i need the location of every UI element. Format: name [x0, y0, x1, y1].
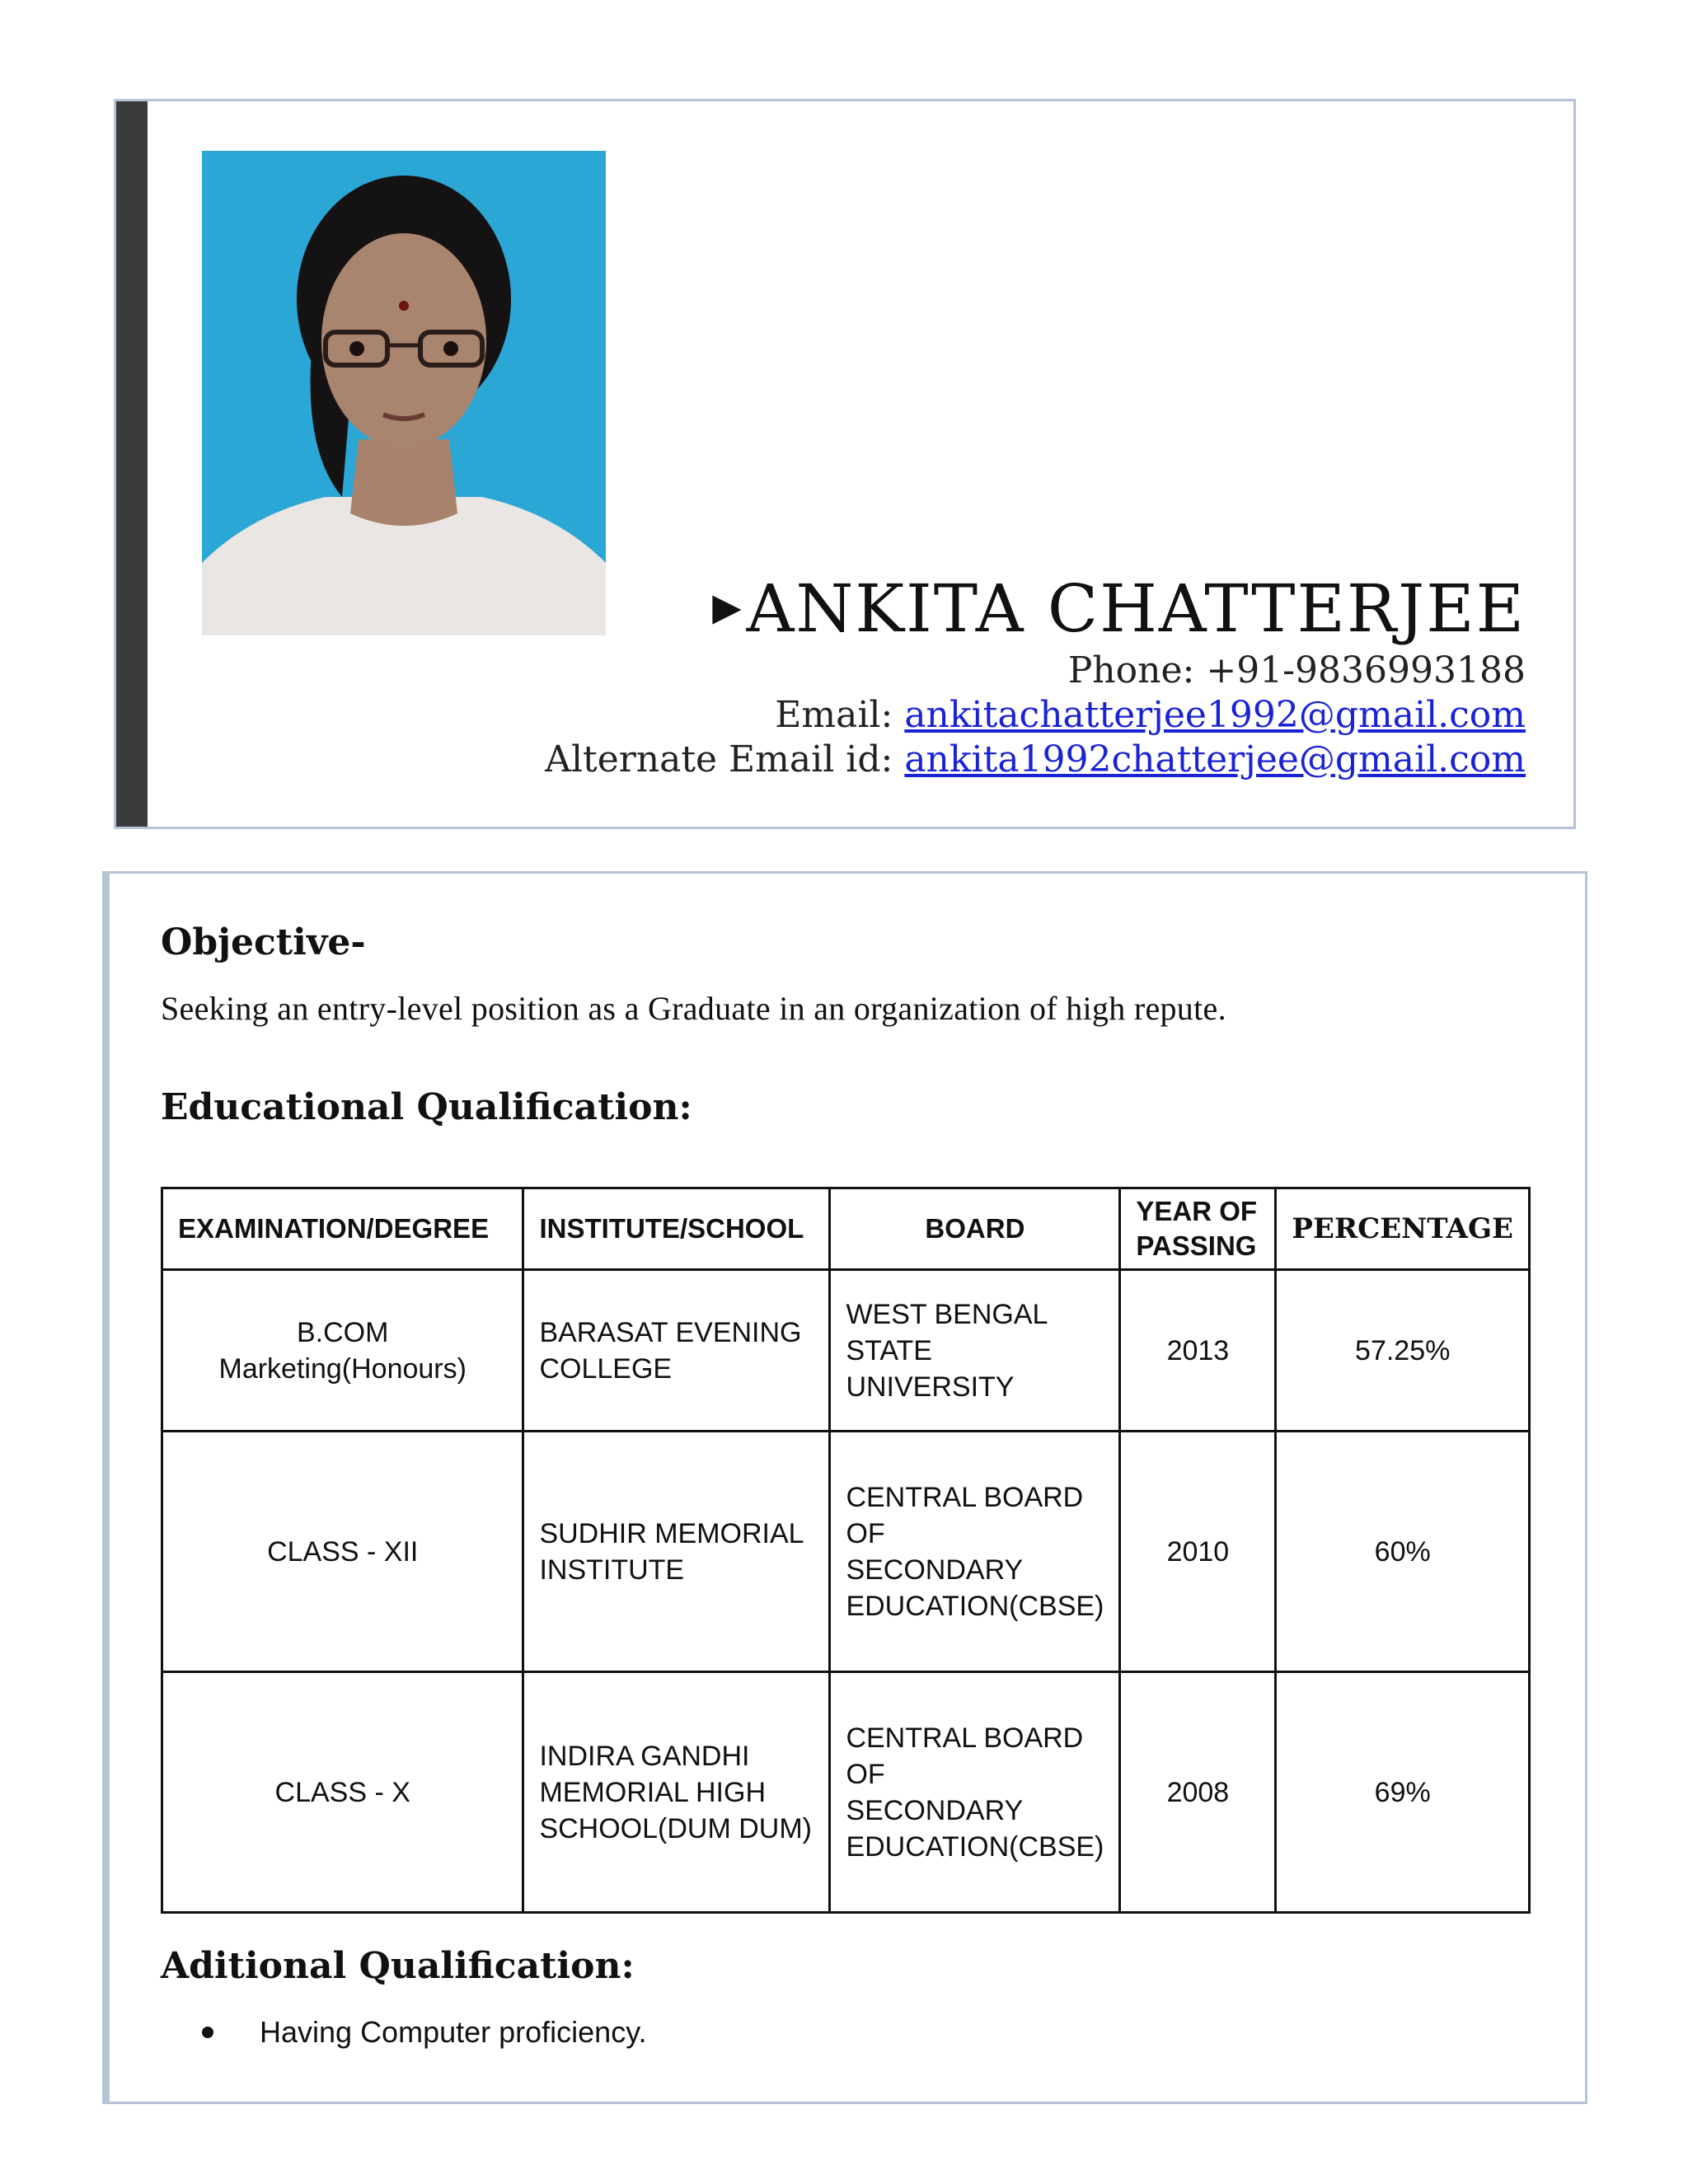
cell-line: INDIRA GANDHI — [539, 1740, 750, 1772]
alt-email-line — [454, 738, 1526, 782]
email-line — [454, 693, 1526, 738]
cell-line: CLASS - XII — [267, 1535, 419, 1568]
email-label: Email: — [775, 694, 893, 736]
education-table — [161, 1187, 1531, 1914]
cell-line: INSTITUTE — [539, 1554, 685, 1586]
table-header-row — [162, 1188, 1530, 1270]
body-card — [102, 871, 1587, 2104]
cell-line: BARASAT EVENING — [539, 1316, 802, 1348]
header-card — [114, 99, 1576, 829]
bullet-icon — [202, 2027, 213, 2038]
cell-line: B.COM — [297, 1316, 389, 1348]
institute-cell — [523, 1672, 830, 1913]
cell-line: CLASS - X — [274, 1776, 410, 1808]
board-cell — [830, 1432, 1120, 1672]
cell-line: Marketing(Honours) — [218, 1352, 467, 1385]
institute-cell — [523, 1432, 830, 1672]
cell-line: SCHOOL(DUM DUM) — [539, 1812, 812, 1844]
column-header — [1120, 1188, 1276, 1270]
additional-heading: Aditional Qualification: — [161, 1945, 635, 1987]
cell-line: EDUCATION(CBSE) — [846, 1830, 1104, 1863]
year-header-text: YEAR OF PASSING — [1136, 1196, 1258, 1261]
column-header: PERCENTAGE — [1276, 1188, 1530, 1270]
cell-line: SECONDARY — [846, 1554, 1024, 1586]
cell-line: STATE UNIVERSITY — [846, 1334, 1015, 1403]
additional-list — [202, 2015, 647, 2050]
objective-heading: Objective- — [161, 921, 366, 963]
board-cell — [830, 1672, 1120, 1913]
cell-line: CENTRAL BOARD OF — [846, 1481, 1084, 1549]
board-cell — [830, 1270, 1120, 1432]
cell-line: MEMORIAL HIGH — [539, 1776, 766, 1808]
table-row — [162, 1672, 1530, 1913]
cell-line: CENTRAL BOARD OF — [846, 1722, 1084, 1790]
cell-line: COLLEGE — [539, 1352, 673, 1385]
profile-photo — [202, 151, 606, 635]
list-item-text: Having Computer proficiency. — [260, 2015, 647, 2049]
triangle-right-icon: ▶ — [712, 584, 743, 629]
phone-number: +91-9836993188 — [1206, 649, 1526, 691]
alt-email-label: Alternate Email id: — [545, 738, 893, 780]
phone-line — [454, 649, 1526, 693]
column-header: BOARD — [830, 1188, 1120, 1270]
education-heading: Educational Qualification: — [161, 1086, 692, 1128]
header-accent-bar — [116, 101, 148, 827]
percentage-cell: 69% — [1276, 1672, 1530, 1913]
year-cell: 2008 — [1120, 1672, 1276, 1913]
contact-block — [454, 567, 1526, 782]
table-row — [162, 1270, 1530, 1432]
degree-cell — [162, 1672, 523, 1913]
cell-line: SECONDARY — [846, 1794, 1024, 1826]
table-row — [162, 1432, 1530, 1672]
column-header: EXAMINATION/DEGREE — [162, 1188, 523, 1270]
list-item — [202, 2015, 647, 2050]
phone-label: Phone: — [1067, 649, 1195, 691]
alt-email-link[interactable]: ankita1992chatterjee@gmail.com — [904, 738, 1526, 780]
candidate-name-line — [454, 567, 1526, 649]
cell-line: EDUCATION(CBSE) — [846, 1590, 1104, 1622]
year-cell: 2013 — [1120, 1270, 1276, 1432]
cell-line: WEST BENGAL — [846, 1298, 1048, 1330]
column-header: INSTITUTE/SCHOOL — [523, 1188, 830, 1270]
email-link[interactable]: ankitachatterjee1992@gmail.com — [904, 694, 1526, 736]
year-cell: 2010 — [1120, 1432, 1276, 1672]
cell-line: SUDHIR MEMORIAL — [539, 1517, 804, 1549]
degree-cell — [162, 1270, 523, 1432]
body-accent-bar — [105, 874, 110, 2102]
institute-cell — [523, 1270, 830, 1432]
percentage-cell: 60% — [1276, 1432, 1530, 1672]
objective-text: Seeking an entry-level position as a Graduate in an organization of high repute. — [161, 990, 1226, 1027]
degree-cell — [162, 1432, 523, 1672]
percentage-cell: 57.25% — [1276, 1270, 1530, 1432]
candidate-name: ANKITA CHATTERJEE — [746, 570, 1526, 647]
